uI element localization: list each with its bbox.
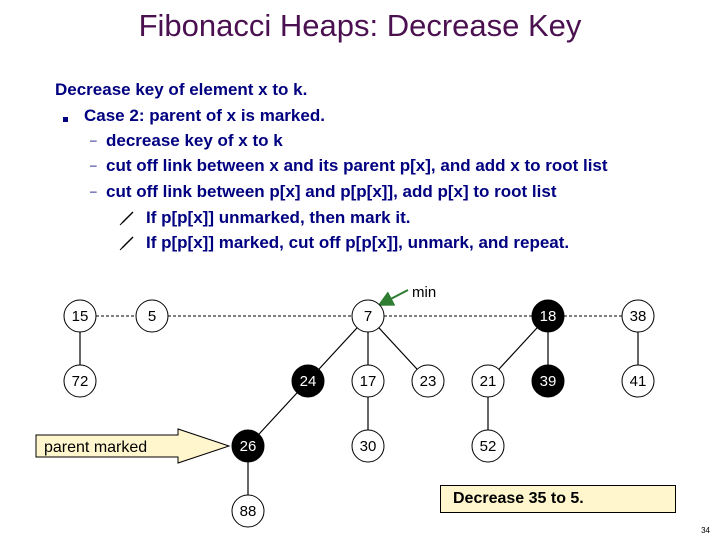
- intro-text: Decrease key of element x to k.: [55, 80, 308, 99]
- heap-node-52: [472, 430, 504, 462]
- page-number: 34: [701, 526, 710, 535]
- node-key: 5: [147, 308, 157, 325]
- substep-2: If p[p[x]] marked, cut off p[p[x]], unmark, and repeat.: [146, 233, 570, 252]
- heap-node-88: [232, 495, 264, 527]
- heap-node-18: [532, 300, 564, 332]
- callout-text: Decrease 35 to 5.: [453, 490, 584, 507]
- step-3: cut off link between p[x] and p[p[x]], add p[x] to root list: [106, 182, 557, 201]
- heap-node-15: [64, 300, 96, 332]
- tree-edge: [259, 393, 297, 434]
- step-1: decrease key of x to k: [106, 131, 283, 150]
- heap-node-7: [352, 300, 384, 332]
- substep-1: If p[p[x]] unmarked, then mark it.: [146, 208, 411, 227]
- node-key: 30: [359, 438, 377, 455]
- node-key: 38: [629, 308, 647, 325]
- case-text: Case 2: parent of x is marked.: [84, 106, 325, 125]
- node-key: 23: [419, 373, 437, 390]
- dash-icon: –: [90, 133, 97, 147]
- heap-node-41: [622, 365, 654, 397]
- tree-edge: [379, 328, 417, 369]
- heap-node-5: [136, 300, 168, 332]
- step-2: cut off link between x and its parent p[x], and add x to root list: [106, 156, 608, 175]
- heap-node-23: [412, 365, 444, 397]
- min-label: min: [412, 284, 437, 301]
- tree-edge: [499, 328, 537, 369]
- parent-marked-label: [36, 429, 229, 463]
- min-pointer-arrow: [381, 290, 408, 304]
- node-key: 39: [539, 373, 557, 390]
- node-key: 18: [539, 308, 557, 325]
- node-key: 88: [239, 503, 257, 520]
- node-key: 72: [71, 373, 89, 390]
- heap-node-26: [232, 430, 264, 462]
- node-key: 52: [479, 438, 497, 455]
- decrease-callout: [440, 485, 676, 513]
- node-key: 21: [479, 373, 497, 390]
- node-key: 17: [359, 373, 377, 390]
- dash-icon: –: [90, 184, 97, 198]
- node-key: 41: [629, 373, 647, 390]
- dash-icon: –: [90, 158, 97, 172]
- heap-node-72: [64, 365, 96, 397]
- heap-node-24: [292, 365, 324, 397]
- parent-marked-text: parent marked: [44, 439, 148, 456]
- tree-edge: [319, 328, 357, 369]
- slide-title: Fibonacci Heaps: Decrease Key: [138, 8, 582, 43]
- heap-node-21: [472, 365, 504, 397]
- heap-node-39: [532, 365, 564, 397]
- node-key: 15: [71, 308, 89, 325]
- heap-node-17: [352, 365, 384, 397]
- heap-node-30: [352, 430, 384, 462]
- node-key: 7: [363, 308, 373, 325]
- heap-node-38: [622, 300, 654, 332]
- node-key: 26: [239, 438, 257, 455]
- node-key: 24: [299, 373, 317, 390]
